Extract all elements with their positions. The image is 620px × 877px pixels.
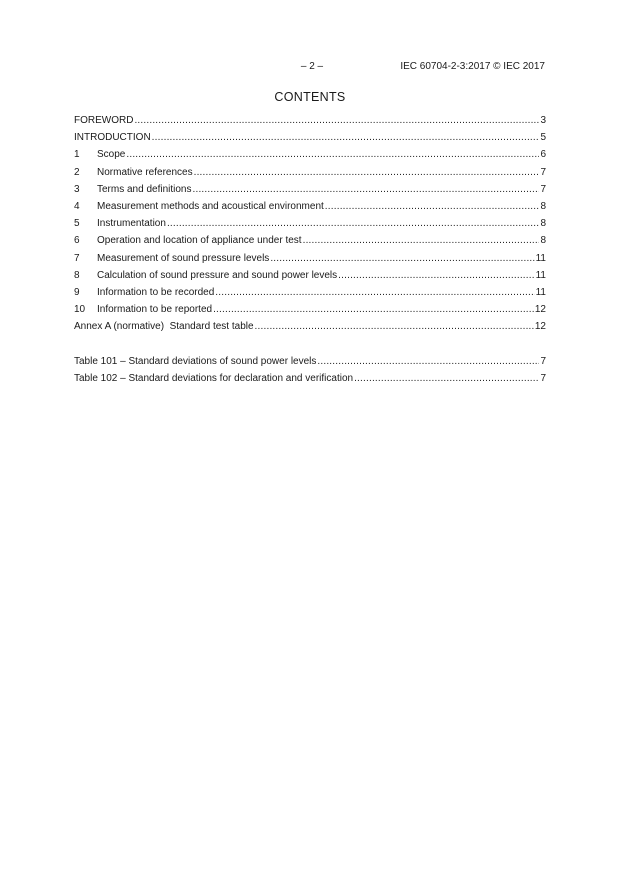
page-header: [0, 60, 620, 74]
toc-entry-number: 10: [74, 304, 86, 316]
toc-entry-page: 7: [540, 356, 546, 367]
toc-entry-number: 1: [74, 149, 80, 161]
toc-entry-measurement-methods[interactable]: [74, 198, 546, 215]
toc-entry-number: 4: [74, 200, 80, 212]
toc-entry-title: Calculation of sound pressure and sound power levels: [97, 269, 338, 281]
toc-entry-title: Instrumentation: [97, 218, 166, 230]
toc-entry-page: 12: [534, 304, 546, 316]
toc-entry-title: Measurement of sound pressure levels: [97, 252, 270, 264]
dot-leader: [126, 146, 539, 163]
toc-entry-title: Annex A (normative) Standard test table: [74, 321, 254, 333]
toc-entry-table-101[interactable]: [74, 353, 546, 370]
toc-entry-number: 2: [74, 166, 80, 178]
toc-entry-title: Terms and definitions: [97, 183, 192, 195]
toc-entry-calculation[interactable]: [74, 267, 546, 284]
toc-entry-number: 5: [74, 218, 80, 230]
toc-entry-title: Table 102 – Standard deviations for declaration and verification: [74, 373, 354, 385]
contents-list: [74, 112, 546, 335]
toc-entry-page: 11: [535, 252, 546, 264]
toc-entry-title: FOREWORD: [74, 115, 134, 126]
toc-entry-title: Measurement methods and acoustical environment: [97, 200, 324, 212]
document-id: IEC 60704-2-3:2017 © IEC 2017: [400, 61, 545, 72]
toc-entry-page: 7: [540, 166, 546, 178]
toc-entry-instrumentation[interactable]: [74, 215, 546, 232]
dot-leader: [338, 267, 534, 284]
dot-leader: [152, 129, 540, 146]
toc-entry-page: 8: [540, 218, 546, 230]
page-title: CONTENTS: [274, 90, 346, 104]
dot-leader: [134, 112, 539, 129]
toc-entry-page: 6: [540, 149, 546, 161]
toc-entry-title: Normative references: [97, 166, 193, 178]
toc-entry-terms-and-definitions[interactable]: [74, 181, 546, 198]
toc-entry-operation-and-location[interactable]: [74, 232, 546, 249]
toc-entry-page: 11: [535, 286, 546, 298]
dot-leader: [354, 370, 539, 387]
toc-entry-measurement-sound-pressure[interactable]: [74, 250, 546, 267]
toc-entry-page: 5: [540, 132, 546, 144]
toc-entry-page: 8: [540, 235, 546, 247]
dot-leader: [194, 164, 540, 181]
dot-leader: [270, 250, 534, 267]
toc-entry-number: 7: [74, 252, 80, 264]
toc-entry-introduction[interactable]: [74, 129, 546, 146]
dot-leader: [303, 232, 540, 249]
toc-entry-title: Operation and location of appliance under test: [97, 235, 302, 247]
dot-leader: [255, 318, 534, 335]
dot-leader: [325, 198, 540, 215]
toc-entry-page: 7: [540, 373, 546, 385]
toc-entry-information-recorded[interactable]: [74, 284, 546, 301]
toc-entry-number: 8: [74, 269, 80, 281]
toc-entry-page: 12: [534, 321, 546, 333]
tables-list: [74, 353, 546, 387]
toc-entry-information-reported[interactable]: [74, 301, 546, 318]
toc-entry-title: Information to be recorded: [97, 286, 215, 298]
toc-entry-number: 3: [74, 183, 80, 195]
toc-entry-page: 7: [540, 183, 546, 195]
dot-leader: [193, 181, 540, 198]
page-number: – 2 –: [300, 61, 324, 72]
toc-entry-table-102[interactable]: [74, 370, 546, 387]
toc-entry-normative-references[interactable]: [74, 164, 546, 181]
toc-entry-title: INTRODUCTION: [74, 132, 151, 144]
dot-leader: [317, 353, 539, 370]
toc-entry-page: 11: [535, 269, 546, 281]
dot-leader: [215, 284, 534, 301]
toc-entry-title: Information to be reported: [97, 304, 213, 316]
dot-leader: [213, 301, 534, 318]
toc-entry-annex-a[interactable]: [74, 318, 546, 335]
toc-entry-number: 6: [74, 235, 80, 247]
toc-entry-page: 8: [540, 200, 546, 212]
toc-entry-title: Scope: [97, 149, 126, 161]
toc-entry-title: Table 101 – Standard deviations of sound power levels: [74, 356, 317, 367]
toc-entry-page: 3: [540, 115, 546, 126]
toc-entry-foreword[interactable]: [74, 112, 546, 129]
toc-entry-number: 9: [74, 286, 80, 298]
toc-entry-scope[interactable]: [74, 146, 546, 163]
dot-leader: [167, 215, 540, 232]
